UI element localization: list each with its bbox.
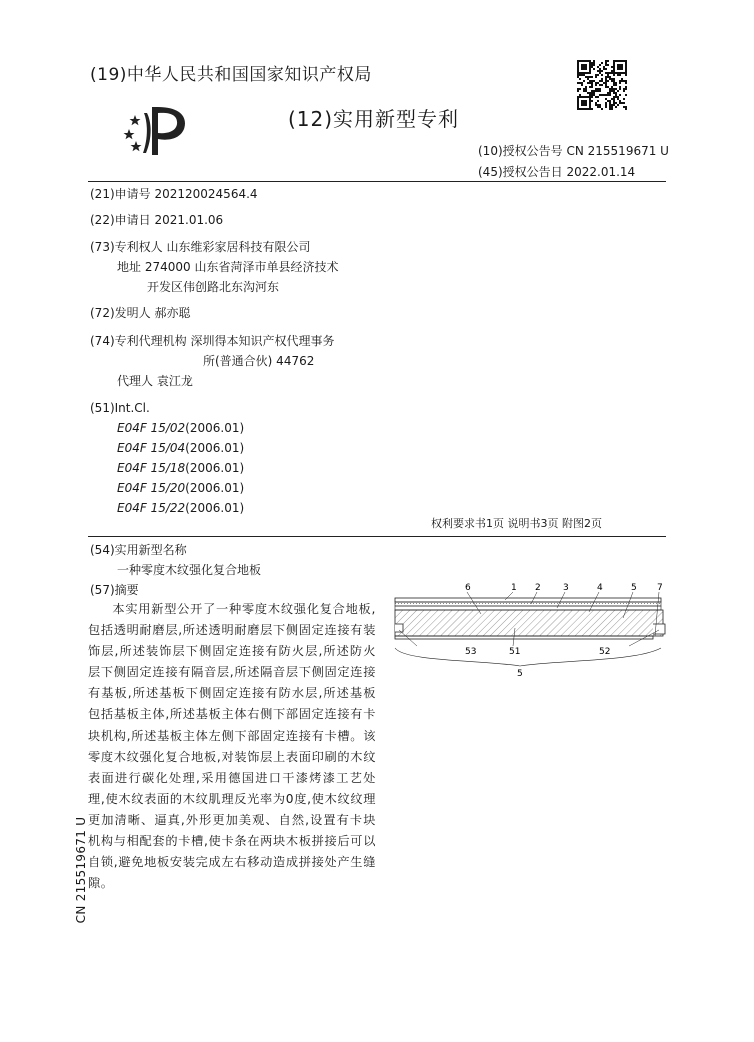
- address: 地址 274000 山东省菏泽市单县经济技术: [117, 260, 339, 274]
- utility-model-title: 一种零度木纹强化复合地板: [117, 563, 262, 577]
- figure-label: 51: [509, 647, 521, 657]
- star-icon: [130, 115, 141, 125]
- divider: [88, 536, 666, 537]
- ipc-item: E04F 15/04(2006.01): [117, 441, 245, 455]
- ipc-label: (51)Int.Cl.: [90, 401, 150, 415]
- patent-office: (19)中华人民共和国国家知识产权局: [90, 65, 372, 85]
- ipc-item: E04F 15/22(2006.01): [117, 501, 245, 515]
- divider: [88, 181, 666, 182]
- patentee: (73)专利权人 山东维彩家居科技有限公司: [90, 240, 311, 254]
- qr-code: [577, 60, 627, 110]
- agent: 代理人 袁江龙: [117, 374, 193, 388]
- figure-label: 3: [563, 583, 569, 593]
- abstract-text: 本实用新型公开了一种零度木纹强化复合地板,包括透明耐磨层,所述透明耐磨层下侧固定连接有装饰层,所述装饰层下侧固定连接有防火层,所述防火层下侧固定连接有隔音层,所述隔音层下侧固定连接有基板,所述基板下侧固定连接有防水层,所述基板包括基板主体,所述基板主体右侧下部固定连接有卡块机构,所述基板主体左侧下部固定连接有卡槽。该零度木纹强化复合地板,对装饰层上表面印刷的木纹表面进行碳化处理,采用德国进口干漆烤漆工艺处理,使木纹表面的木纹肌理反光率为0度,使木纹纹理更加清晰、逼真,外形更加美观、自然,设置有卡块机构与相配套的卡槽,使卡条在两块木板拼接后可以自锁,避免地板安装完成左右移动造成拼接处产生缝隙。: [88, 602, 376, 891]
- address-cont: 开发区伟创路北东沟河东: [147, 280, 280, 294]
- star-icon: [124, 129, 135, 139]
- figure-label: 1: [511, 583, 517, 593]
- ipc-item: E04F 15/02(2006.01): [117, 421, 245, 435]
- inventor: (72)发明人 郝亦聪: [90, 306, 191, 320]
- figure-label: 5: [517, 669, 523, 679]
- figure-label: 5: [631, 583, 637, 593]
- ipc-item: E04F 15/18(2006.01): [117, 461, 245, 475]
- document-type: (12)实用新型专利: [288, 107, 460, 131]
- figure-label: 7: [657, 583, 663, 593]
- figure-label: 52: [599, 647, 611, 657]
- application-number: (21)申请号 202120024564.4: [90, 187, 258, 201]
- figure-label: 53: [465, 647, 477, 657]
- page-counts: 权利要求书1页 说明书3页 附图2页: [431, 517, 602, 530]
- publication-number: (10)授权公告号 CN 215519671 U: [478, 144, 669, 158]
- application-date: (22)申请日 2021.01.06: [90, 213, 224, 227]
- ipc-item: E04F 15/20(2006.01): [117, 481, 245, 495]
- agency: (74)专利代理机构 深圳得本知识产权代理事务: [90, 334, 335, 348]
- figure-label: 4: [597, 583, 603, 593]
- figure-label: 2: [535, 583, 541, 593]
- abstract-label: (57)摘要: [90, 583, 139, 597]
- figure-label: 6: [465, 583, 471, 593]
- star-icon: [131, 141, 142, 151]
- side-patent-code: CN 215519671 U: [74, 816, 88, 924]
- agency-cont: 所(普通合伙) 44762: [203, 354, 315, 368]
- cnipa-logo: [122, 103, 192, 159]
- floor-cross-section-figure: [385, 578, 670, 680]
- title-label: (54)实用新型名称: [90, 543, 187, 557]
- publication-date: (45)授权公告日 2022.01.14: [478, 165, 636, 179]
